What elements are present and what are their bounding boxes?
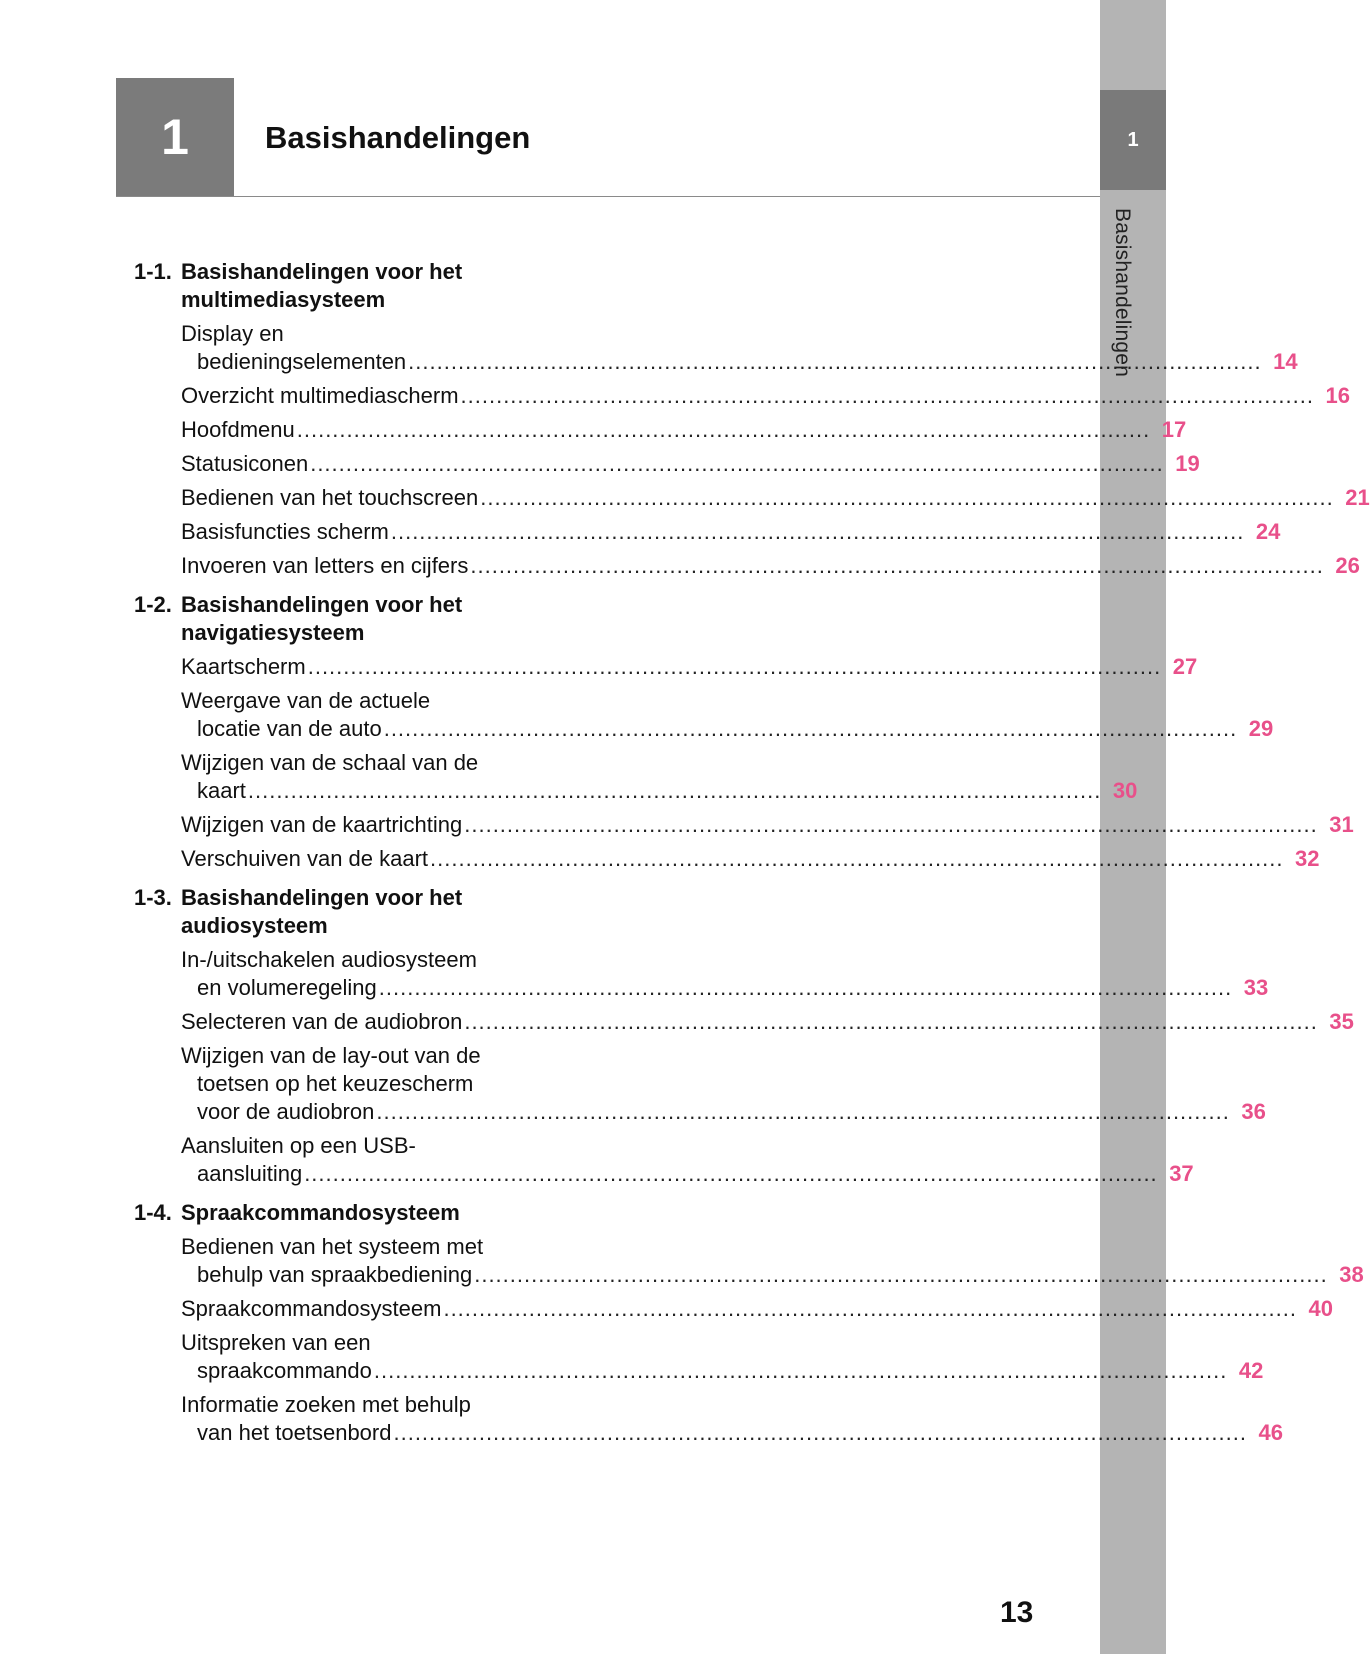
toc-leader-dots: ........................................................................................................................ — [470, 553, 1324, 578]
toc-leader-dots: ........................................................................................................................ — [247, 778, 1102, 803]
toc-leader-dots: ........................................................................................................................ — [474, 1262, 1328, 1287]
toc-entry-text: Weergave van de actuele — [181, 688, 431, 713]
toc-entry[interactable] — [134, 416, 1187, 444]
toc-entry-last-line — [181, 1419, 1283, 1447]
toc-leader-dots: ........................................................................................................................ — [408, 349, 1262, 374]
toc-leader-dots: ........................................................................................................................ — [460, 383, 1314, 408]
toc-entry-text: Overzicht multimediascherm — [181, 383, 459, 408]
toc-entry-last-line — [181, 1357, 1264, 1385]
toc-entry-last-line — [181, 1295, 1333, 1323]
toc-entry-text: Kaartscherm — [181, 654, 306, 679]
toc-entry-page[interactable]: 19 — [1175, 451, 1200, 476]
toc-entry-page[interactable]: 16 — [1325, 383, 1350, 408]
toc-section-title: Basishandelingen voor het navigatiesysteem — [181, 592, 463, 645]
toc-entry-text: en volumeregeling — [197, 975, 377, 1000]
toc-entry[interactable] — [134, 1233, 1364, 1289]
toc-entry[interactable] — [134, 1042, 1266, 1126]
toc-entry-page[interactable]: 35 — [1329, 1009, 1354, 1034]
toc-entry-text: Aansluiten op een USB- — [181, 1133, 416, 1158]
toc-entry[interactable] — [134, 1329, 1264, 1385]
toc-leader-dots: ........................................................................................................................ — [383, 716, 1238, 741]
toc-entry-text: Wijzigen van de lay-out van de — [181, 1043, 481, 1068]
toc-entry-text: Informatie zoeken met behulp — [181, 1392, 471, 1417]
toc-leader-dots: ........................................................................................................................ — [464, 812, 1318, 837]
toc-entry-text: Uitspreken van een — [181, 1330, 371, 1355]
toc-entry[interactable] — [134, 1295, 1333, 1323]
toc-entry-text: Invoeren van letters en cijfers — [181, 553, 469, 578]
toc-section — [134, 591, 1354, 873]
toc-entry-last-line — [181, 484, 1370, 512]
toc-entry-page[interactable]: 21 — [1345, 485, 1370, 510]
toc-entry-text: kaart — [197, 778, 246, 803]
toc-entry-page[interactable]: 14 — [1273, 349, 1298, 374]
toc-leader-dots: ........................................................................................................................ — [430, 846, 1284, 871]
toc-section-number: 1-4. — [134, 1200, 172, 1225]
toc-entry[interactable] — [134, 811, 1354, 839]
toc-section-title: Basishandelingen voor het multimediasysteem — [181, 259, 463, 312]
toc-entry-text: Wijzigen van de schaal van de — [181, 750, 479, 775]
toc-entry-text: Statusiconen — [181, 451, 309, 476]
toc-entry-text: Selecteren van de audiobron — [181, 1009, 463, 1034]
toc-entry[interactable] — [134, 484, 1370, 512]
toc-entry-text: Bedienen van het touchscreen — [181, 485, 479, 510]
toc-section-number: 1-3. — [134, 885, 172, 910]
toc-entry-last-line — [181, 552, 1360, 580]
toc-entry-text: Verschuiven van de kaart — [181, 846, 429, 871]
toc-entry-last-line — [181, 518, 1281, 546]
toc-section — [134, 884, 1354, 1188]
toc-entry-page[interactable]: 42 — [1238, 1358, 1264, 1383]
toc-entry[interactable] — [134, 382, 1350, 410]
toc-entry-page[interactable]: 30 — [1112, 778, 1138, 803]
toc-entry-page[interactable]: 31 — [1329, 812, 1354, 837]
chapter-number-box: 1 — [116, 78, 234, 196]
toc-section — [134, 1199, 1364, 1447]
toc-entry-last-line — [181, 845, 1320, 873]
toc-leader-dots: ........................................................................................................................ — [390, 519, 1245, 544]
toc-entry-last-line — [181, 811, 1354, 839]
toc-section-number: 1-2. — [134, 592, 172, 617]
chapter-header-rule — [116, 196, 1100, 197]
toc-entry-last-line — [181, 450, 1200, 478]
toc-entry[interactable] — [134, 687, 1274, 743]
toc-section-heading — [134, 591, 574, 647]
toc-leader-dots: ........................................................................................................................ — [376, 1099, 1230, 1124]
toc-section — [134, 258, 1370, 580]
toc-entry-text: Spraakcommandosysteem — [181, 1296, 442, 1321]
toc-entry[interactable] — [134, 320, 1298, 376]
toc-entry[interactable] — [134, 749, 1138, 805]
toc-entry[interactable] — [134, 1391, 1283, 1447]
toc-entry-last-line — [181, 653, 1198, 681]
toc-entry-page[interactable]: 33 — [1243, 975, 1269, 1000]
toc-entry[interactable] — [134, 552, 1360, 580]
toc-entry-text: voor de audiobron — [197, 1099, 375, 1124]
toc-leader-dots: ........................................................................................................................ — [373, 1358, 1228, 1383]
toc-entry-page[interactable]: 37 — [1169, 1161, 1194, 1186]
toc-leader-dots: ........................................................................................................................ — [480, 485, 1334, 510]
toc-entry[interactable] — [134, 1008, 1354, 1036]
toc-leader-dots: ........................................................................................................................ — [443, 1296, 1297, 1321]
toc-entry[interactable] — [134, 1132, 1194, 1188]
toc-entry-last-line — [181, 416, 1187, 444]
toc-leader-dots: ........................................................................................................................ — [310, 451, 1164, 476]
toc-entry-text: Wijzigen van de kaartrichting — [181, 812, 463, 837]
toc-entry-text: toetsen op het keuzescherm — [197, 1071, 474, 1096]
side-tab-chapter-number: 1 — [1100, 90, 1166, 190]
toc-entry-last-line — [181, 1261, 1364, 1289]
toc-entry-page[interactable]: 26 — [1335, 553, 1360, 578]
toc-leader-dots: ........................................................................................................................ — [464, 1009, 1318, 1034]
toc-entry-page[interactable]: 27 — [1172, 654, 1198, 679]
toc-entry-last-line — [181, 777, 1138, 805]
toc-entry-page[interactable]: 36 — [1241, 1099, 1266, 1124]
chapter-title: Basishandelingen — [265, 120, 531, 155]
toc-leader-dots: ........................................................................................................................ — [296, 417, 1151, 442]
toc-entry-text: spraakcommando — [197, 1358, 372, 1383]
toc-entry[interactable] — [134, 450, 1200, 478]
toc-entry-last-line — [181, 1098, 1266, 1126]
toc-section-title: Basishandelingen voor het audiosysteem — [181, 885, 463, 938]
toc-entry-last-line — [181, 348, 1298, 376]
toc-section-heading — [134, 884, 574, 940]
table-of-contents — [134, 258, 1370, 1447]
toc-entry-page[interactable]: 32 — [1295, 846, 1320, 871]
toc-section-title: Spraakcommandosysteem — [181, 1200, 460, 1225]
toc-entry[interactable] — [134, 946, 1269, 1002]
toc-entry[interactable] — [134, 518, 1281, 546]
toc-entry-last-line — [181, 382, 1350, 410]
toc-entry-page[interactable]: 17 — [1161, 417, 1187, 442]
toc-leader-dots: ........................................................................................................................ — [307, 654, 1162, 679]
toc-entry-text: Bedienen van het systeem met — [181, 1234, 484, 1259]
toc-entry-text: van het toetsenbord — [197, 1420, 392, 1445]
toc-entry-page[interactable]: 40 — [1308, 1296, 1333, 1321]
toc-entry-last-line — [181, 1160, 1194, 1188]
toc-entry-text: bedieningselementen — [197, 349, 407, 374]
side-tab-chapter-label: Basishandelingen — [1111, 208, 1134, 377]
toc-entry-page[interactable]: 38 — [1339, 1262, 1364, 1287]
toc-entry-text: aansluiting — [197, 1161, 303, 1186]
toc-entry-page[interactable]: 29 — [1248, 716, 1274, 741]
toc-entry-last-line — [181, 1008, 1354, 1036]
toc-section-heading — [134, 1199, 574, 1227]
toc-entry-last-line — [181, 974, 1269, 1002]
toc-entry[interactable] — [134, 845, 1320, 873]
toc-entry-last-line — [181, 715, 1274, 743]
toc-entry-page[interactable]: 24 — [1255, 519, 1281, 544]
toc-section-number: 1-1. — [134, 259, 172, 284]
page-number: 13 — [1000, 1596, 1034, 1629]
toc-entry-text: Display en — [181, 321, 284, 346]
toc-leader-dots: ........................................................................................................................ — [304, 1161, 1158, 1186]
toc-leader-dots: ........................................................................................................................ — [378, 975, 1233, 1000]
toc-leader-dots: ........................................................................................................................ — [393, 1420, 1247, 1445]
toc-entry-text: locatie van de auto — [197, 716, 382, 741]
toc-entry-text: Hoofdmenu — [181, 417, 295, 442]
toc-entry-text: behulp van spraakbediening — [197, 1262, 473, 1287]
toc-entry-text: Basisfuncties scherm — [181, 519, 389, 544]
toc-entry-page[interactable]: 46 — [1258, 1420, 1283, 1445]
toc-entry-text: In-/uitschakelen audiosysteem — [181, 947, 477, 972]
toc-entry[interactable] — [134, 653, 1198, 681]
toc-section-heading — [134, 258, 574, 314]
